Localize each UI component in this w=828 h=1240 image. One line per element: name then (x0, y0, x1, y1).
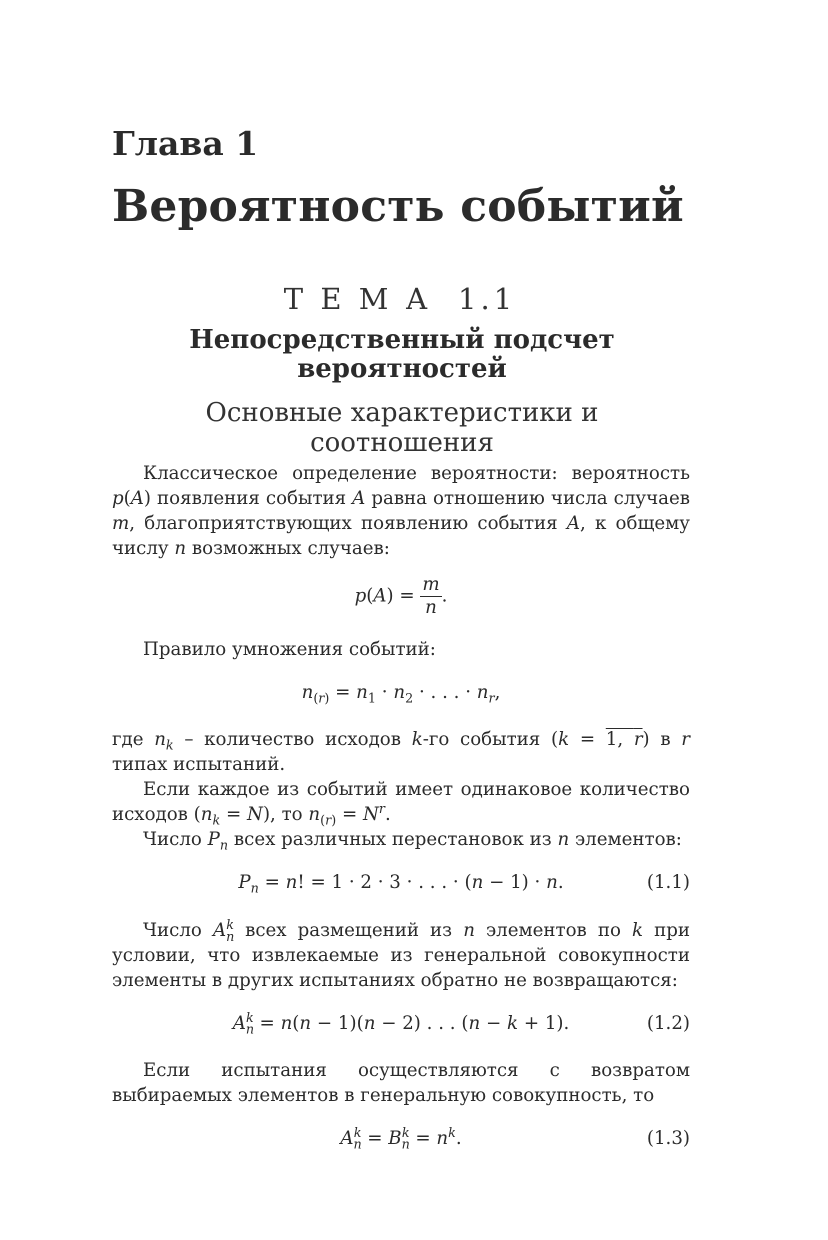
topic-label: Т Е М А 1.1 (283, 282, 517, 316)
topic-title-line2: вероятностей (297, 354, 507, 384)
fraction: $\frac{m}{n}$ (422, 574, 440, 618)
paragraph-classical-definition: Классическое определение вероятности: вероятность p(A) появления события A равна отношению числа случаев m, благоприятствующих появлению события A, к общему числу n возможных случаев: (112, 463, 690, 559)
equation-number-1-2: (1.2) (646, 1013, 690, 1034)
equation-multiplication-rule: $n_{(r)} = n_1 \cdot n_2$ · . . . · $n_r$, (301, 682, 501, 707)
equation-1-2: $A_n^k = n(n - 1)(n - 2)$ . . . (n − k + 1). (232, 1010, 570, 1038)
equation-number-1-1: (1.1) (646, 872, 690, 893)
topic-title (110, 326, 694, 384)
paragraph-permutations: Число $P_n$ всех различных перестановок из n элементов: (143, 829, 682, 854)
equation-classical-probability: p(A) = $\frac{m}{n}$ . (354, 574, 448, 618)
section-title: Основные характеристики и соотношения (205, 398, 599, 458)
paragraph-arrangements: Число $A_n^k$ всех размещений из n элементов по k при условии, что извлекаемые из генеральной совокупности элементы в других испытаниях обратно не возвращаются: (112, 917, 691, 991)
equation-1-1: $P_n = n$! = 1 · 2 · 3 · . . . · (n − 1) · n. (238, 872, 564, 897)
chapter-label: Глава 1 (112, 124, 259, 163)
paragraph-equal-outcomes: Если каждое из событий имеет одинаковое количество исходов $(n_k = N)$, то $n_{(r)} = N^r$. (112, 779, 690, 829)
chapter-title: Вероятность событий (112, 181, 684, 232)
paragraph-where-nk: где $n_k$ – количество исходов k-го события (k = 1, r) в r типах испытаний. (112, 729, 690, 775)
equation-1-3: $A_n^k = B_n^k = n^k$. (340, 1125, 462, 1153)
paragraph-multiplication-rule: Правило умножения событий: (143, 639, 436, 660)
topic-title-line1: Непосредственный подсчет (189, 325, 615, 355)
paragraph-with-replacement: Если испытания осуществляются с возвратом выбираемых элементов в генеральную совокупность, то (112, 1060, 690, 1106)
equation-number-1-3: (1.3) (646, 1128, 690, 1149)
